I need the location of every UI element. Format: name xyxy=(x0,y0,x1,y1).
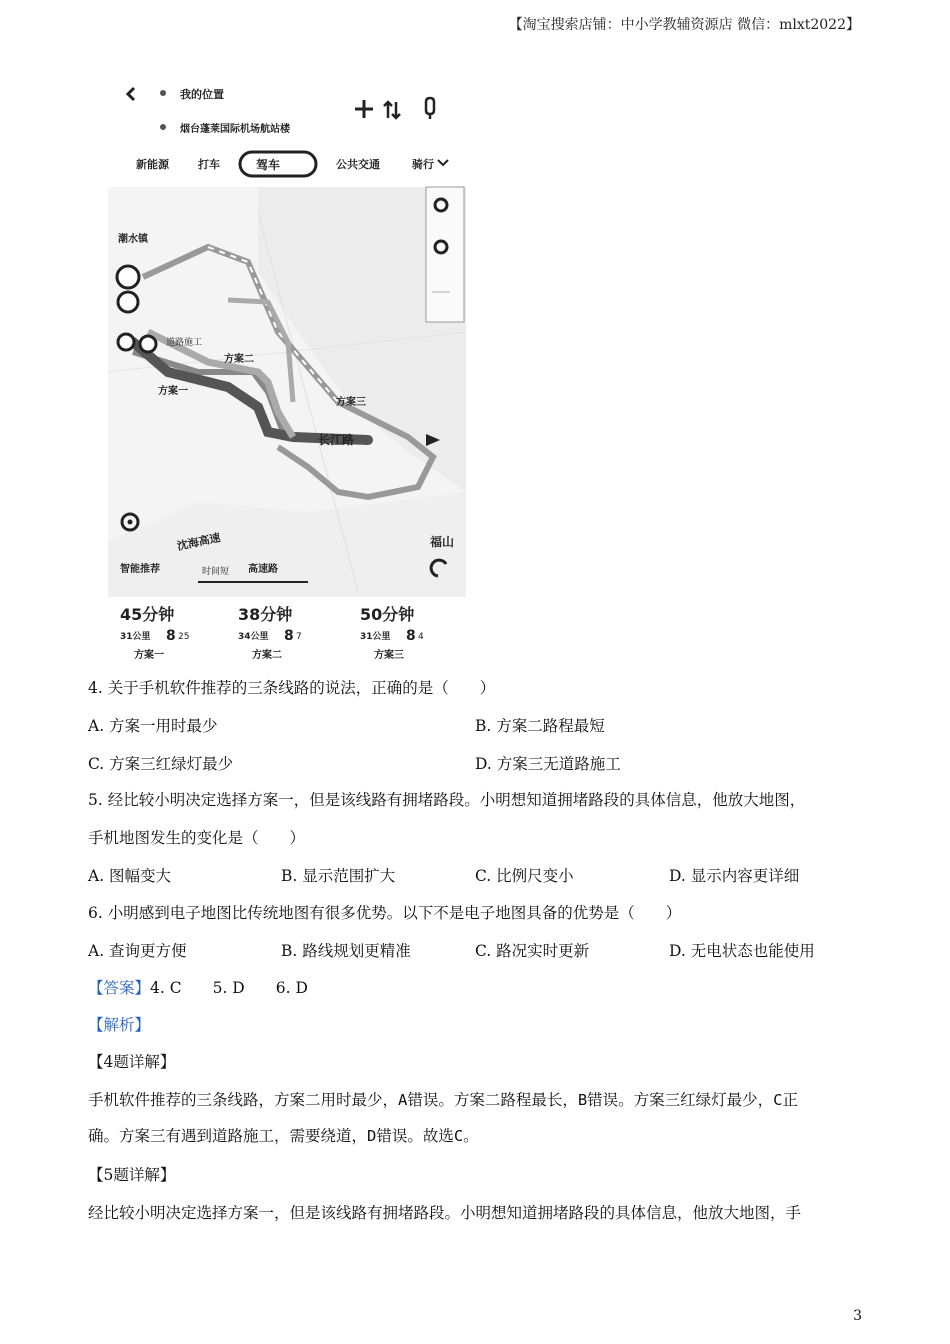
q4-option-b: B. 方案二路程最短 xyxy=(475,717,605,735)
smart-recommend-tab[interactable]: 智能推荐 xyxy=(120,564,160,575)
q5-option-c: C. 比例尺变小 xyxy=(475,867,574,885)
answer-line xyxy=(88,978,308,998)
label-fushan: 福山 xyxy=(430,535,455,549)
detail5-paragraph xyxy=(88,1195,863,1231)
answer-text: 4. C 5. D 6. D xyxy=(150,979,308,997)
q5-option-a: A. 图幅变大 xyxy=(88,867,172,885)
mode-bike[interactable]: 骑行 xyxy=(412,158,434,171)
svg-text:7: 7 xyxy=(296,632,302,642)
svg-text:4: 4 xyxy=(418,632,424,642)
q6-option-d: D. 无电状态也能使用 xyxy=(669,942,815,960)
svg-text:方案一: 方案一 xyxy=(134,650,164,661)
q5-stem-line1: 5. 经比较小明决定选择方案一，但是该线路有拥堵路段。小明想知道拥堵路段的具体信息，他放大地图， xyxy=(88,791,806,809)
label-changjiang-road: 长江路 xyxy=(318,433,355,447)
svg-text:方案二: 方案二 xyxy=(252,650,282,661)
detail4-line2: 确。方案三有遇到道路施工，需要绕道，D错误。故选C。 xyxy=(88,1127,479,1145)
q5-stem-line2: 手机地图发生的变化是（ ） xyxy=(88,829,306,847)
svg-text:50分钟: 50分钟 xyxy=(360,605,415,624)
q6-stem: 6. 小明感到电子地图比传统地图有很多优势。以下不是电子地图具备的优势是（ ） xyxy=(88,904,682,922)
page-header: 【淘宝搜索店铺：中小学教辅资源店 微信：mlxt2022】 xyxy=(508,17,860,33)
page-number: 3 xyxy=(853,1308,862,1324)
svg-text:38分钟: 38分钟 xyxy=(238,605,293,624)
svg-text:45分钟: 45分钟 xyxy=(120,605,175,624)
label-plan1: 方案一 xyxy=(158,386,188,397)
svg-text:34公里: 34公里 xyxy=(238,632,269,642)
label-town: 潮水镇 xyxy=(118,234,148,245)
mode-taxi[interactable]: 打车 xyxy=(198,158,220,171)
label-plan3: 方案三 xyxy=(336,397,366,408)
detail4-title: 【4题详解】 xyxy=(88,1053,176,1071)
detail5-line1: 经比较小明决定选择方案一，但是该线路有拥堵路段。小明想知道拥堵路段的具体信息，他放大地图，手 xyxy=(88,1204,802,1222)
svg-text:方案三: 方案三 xyxy=(374,650,404,661)
mode-drive[interactable]: 驾车 xyxy=(256,158,281,172)
analysis-label: 【解析】 xyxy=(88,1016,151,1034)
svg-text:25: 25 xyxy=(178,632,190,642)
q6-option-a: A. 查询更方便 xyxy=(88,942,187,960)
label-plan2: 方案二 xyxy=(224,354,254,365)
mode-transit[interactable]: 公共交通 xyxy=(336,158,380,171)
navigation-map-screenshot xyxy=(108,72,468,662)
detail4-paragraph xyxy=(88,1082,863,1154)
q6-option-b: B. 路线规划更精准 xyxy=(281,942,411,960)
q4-option-d: D. 方案三无道路施工 xyxy=(475,755,621,773)
construction-icon xyxy=(118,334,134,350)
start-marker-icon xyxy=(117,266,139,288)
tab-highway[interactable]: 高速路 xyxy=(248,564,278,575)
label-construction: 道路施工 xyxy=(166,338,203,348)
label-shenhai-expressway: 沈海高速 xyxy=(175,531,222,553)
q4-option-c: C. 方案三红绿灯最少 xyxy=(88,755,234,773)
tab-short-time[interactable]: 时间短 xyxy=(202,567,230,577)
q4-stem: 4. 关于手机软件推荐的三条线路的说法，正确的是（ ） xyxy=(88,679,496,697)
q6-option-c: C. 路况实时更新 xyxy=(475,942,590,960)
svg-text:8: 8 xyxy=(406,628,416,644)
svg-text:8: 8 xyxy=(166,628,176,644)
mode-ev[interactable]: 新能源 xyxy=(136,158,169,171)
svg-text:31公里: 31公里 xyxy=(360,632,391,642)
answer-label: 【答案】 xyxy=(88,979,151,997)
svg-text:31公里: 31公里 xyxy=(120,632,151,642)
detail5-title: 【5题详解】 xyxy=(88,1166,176,1184)
q4-option-a: A. 方案一用时最少 xyxy=(88,717,218,735)
map-to-text: 烟台蓬莱国际机场航站楼 xyxy=(180,124,290,135)
svg-text:8: 8 xyxy=(284,628,294,644)
map-from-text: 我的位置 xyxy=(180,88,224,101)
q5-option-d: D. 显示内容更详细 xyxy=(669,867,800,885)
detail4-line1: 手机软件推荐的三条线路，方案二用时最少，A错误。方案二路程最长，B错误。方案三红绿灯最少，C正 xyxy=(88,1091,798,1109)
q5-option-b: B. 显示范围扩大 xyxy=(281,867,396,885)
